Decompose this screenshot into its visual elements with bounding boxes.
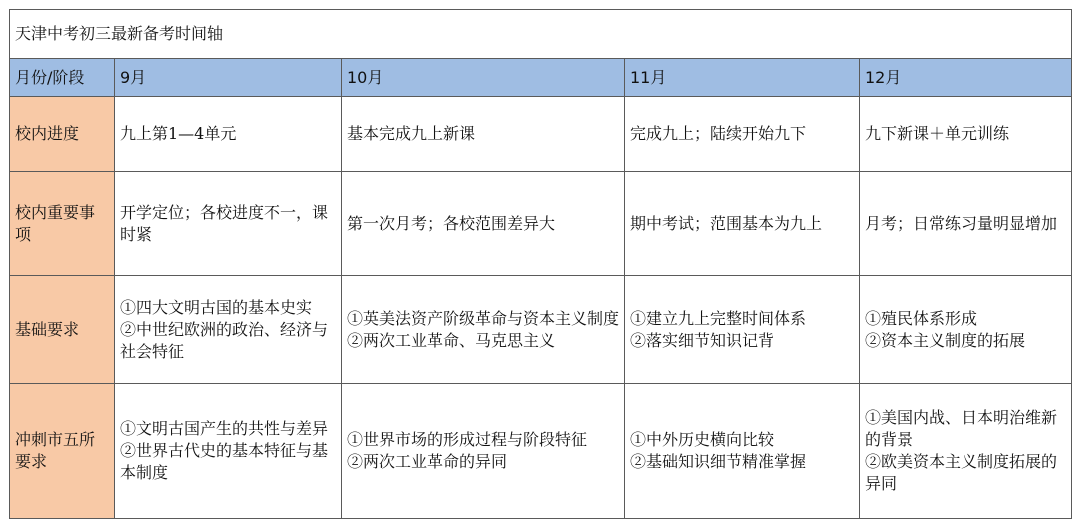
table-cell	[115, 384, 342, 519]
month-header-dec: 12月	[860, 59, 1072, 97]
cell-line: ②落实细节知识记背	[630, 330, 775, 350]
table-title: 天津中考初三最新备考时间轴	[10, 10, 1072, 59]
table-cell	[860, 384, 1072, 519]
row-label-progress: 校内进度	[10, 97, 115, 172]
timeline-table	[9, 9, 1072, 519]
row-label-sprint: 冲刺市五所要求	[10, 384, 115, 519]
cell-line: 开学定位；各校进度不一，课时紧	[120, 202, 329, 244]
table-cell	[342, 384, 625, 519]
cell-line: 第一次月考；各校范围差异大	[347, 213, 556, 233]
table-cell	[860, 172, 1072, 276]
cell-line: ①殖民体系形成	[865, 308, 978, 328]
cell-line: 期中考试；范围基本为九上	[630, 213, 823, 233]
table-cell	[342, 172, 625, 276]
cell-line: 九上第1—4单元	[120, 124, 237, 143]
cell-line: ②中世纪欧洲的政治、经济与社会特征	[120, 319, 329, 361]
month-header-nov: 11月	[625, 59, 860, 97]
cell-line: ②两次工业革命的异同	[347, 452, 508, 471]
row-label-basic: 基础要求	[10, 276, 115, 384]
table-row	[10, 172, 1072, 276]
table-row	[10, 276, 1072, 384]
month-header-oct: 10月	[342, 59, 625, 97]
cell-line: ①美国内战、日本明治维新的背景	[865, 408, 1058, 449]
row-label-events: 校内重要事项	[10, 172, 115, 276]
table-cell	[115, 172, 342, 276]
table-cell	[860, 97, 1072, 172]
cell-line: ②欧美资本主义制度拓展的异同	[865, 452, 1058, 493]
month-header-sep: 9月	[115, 59, 342, 97]
title-row	[10, 10, 1072, 59]
table-row	[10, 97, 1072, 172]
table-cell	[625, 172, 860, 276]
cell-line: ①英美法资产阶级革命与资本主义制度	[347, 308, 620, 328]
table-cell	[625, 276, 860, 384]
header-row	[10, 59, 1072, 97]
cell-line: ②基础知识细节精准掌握	[630, 452, 807, 471]
cell-line: ①建立九上完整时间体系	[630, 308, 807, 328]
table-cell	[115, 276, 342, 384]
table-cell	[860, 276, 1072, 384]
cell-line: ①四大文明古国的基本史实	[120, 297, 313, 317]
cell-line: 九下新课＋单元训练	[865, 124, 1010, 143]
cell-line: ②世界古代史的基本特征与基本制度	[120, 441, 329, 482]
corner-header: 月份/阶段	[10, 59, 115, 97]
cell-line: ①世界市场的形成过程与阶段特征	[347, 430, 588, 449]
table-cell	[625, 384, 860, 519]
cell-line: ②两次工业革命、马克思主义	[347, 330, 556, 350]
table-cell	[115, 97, 342, 172]
cell-line: 基本完成九上新课	[347, 124, 476, 143]
cell-line: ①中外历史横向比较	[630, 430, 775, 449]
cell-line: 月考；日常练习量明显增加	[865, 213, 1058, 233]
table-cell	[342, 97, 625, 172]
table-row	[10, 384, 1072, 519]
table-cell	[625, 97, 860, 172]
cell-line: ①文明古国产生的共性与差异	[120, 419, 329, 438]
cell-line: ②资本主义制度的拓展	[865, 330, 1026, 350]
table-cell	[342, 276, 625, 384]
cell-line: 完成九上；陆续开始九下	[630, 124, 807, 143]
